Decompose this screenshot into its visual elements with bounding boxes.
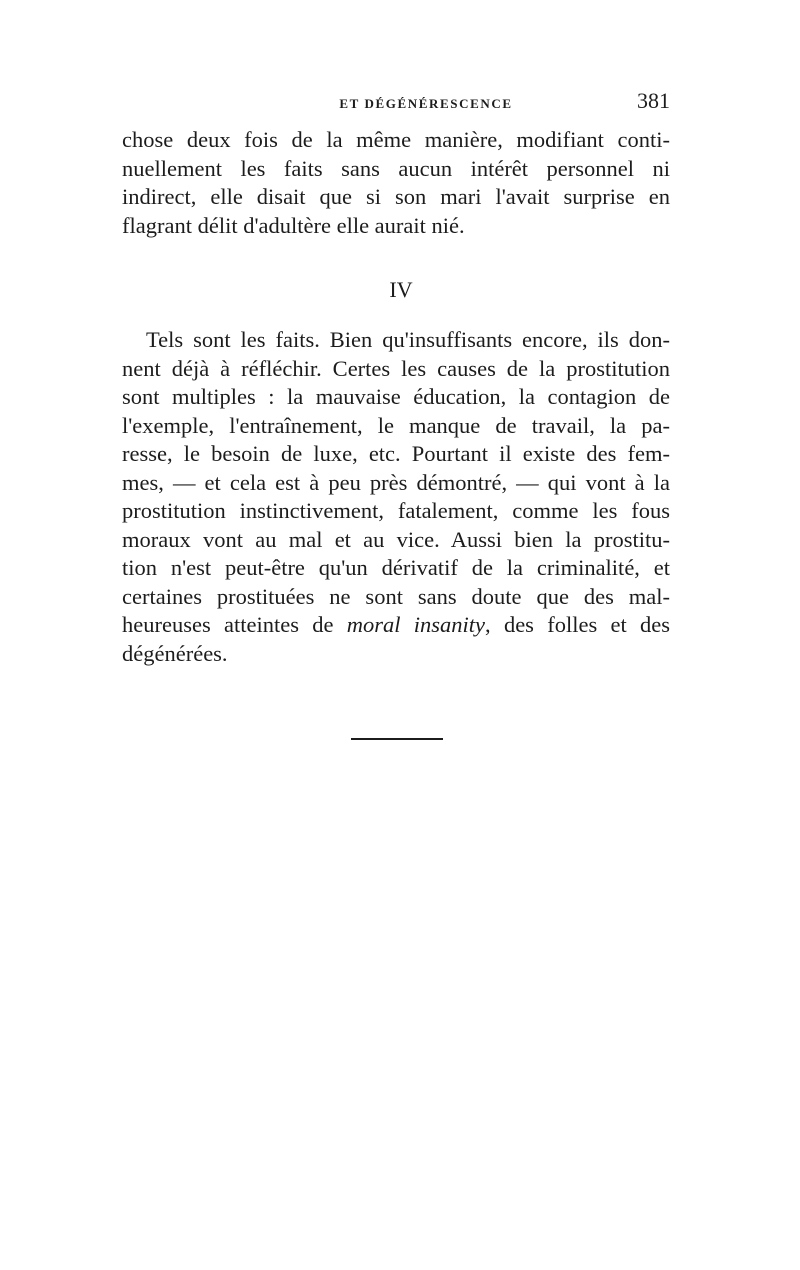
- running-title: ET DÉGÉNÉRESCENCE: [339, 96, 513, 111]
- text-line: sont multiples : la mauvaise éducation, la contagion de: [122, 384, 670, 409]
- text-line: tion n'est peut-être qu'un dérivatif de la criminalité, et: [122, 555, 670, 580]
- text-line: resse, le besoin de luxe, etc. Pourtant il existe des fem-: [122, 441, 670, 466]
- running-head: [122, 88, 670, 118]
- text-line: flagrant délit d'adultère elle aurait nié.: [122, 212, 465, 238]
- text-line: indirect, elle disait que si son mari l'avait surprise en: [122, 184, 670, 209]
- italic-term: moral insanity: [346, 612, 486, 637]
- text-line: l'exemple, l'entraînement, le manque de travail, la pa-: [122, 412, 670, 438]
- text-line: Tels sont les faits. Bien qu'insuffisants encore, ils don-: [146, 327, 670, 352]
- text-line: prostitution instinctivement, fatalement, comme les fous: [122, 498, 670, 523]
- text-line: chose deux fois de la même manière, modifiant conti-: [122, 127, 670, 152]
- paragraph-continuation: [122, 126, 670, 240]
- text-line: nent déjà à réfléchir. Certes les causes de la prostitution: [122, 355, 670, 381]
- text-line: mes, — et cela est à peu près démontré, — qui vont à la: [122, 469, 670, 495]
- text-line: dégénérées.: [122, 640, 228, 666]
- text-line: nuellement les faits sans aucun intérêt personnel ni: [122, 155, 670, 181]
- text-line: moraux vont au mal et au vice. Aussi bien la prostitu-: [122, 526, 670, 552]
- text-segment: , des folles et des: [485, 612, 670, 637]
- text-line: certaines prostituées ne sont sans doute que des mal-: [122, 583, 670, 609]
- text-line: [122, 611, 670, 640]
- text-segment: heureuses atteintes de: [122, 612, 347, 637]
- section-number: IV: [389, 277, 413, 302]
- closing-rule: [351, 738, 443, 740]
- paragraph-section-iv: [122, 326, 670, 668]
- page-number: 381: [637, 88, 670, 113]
